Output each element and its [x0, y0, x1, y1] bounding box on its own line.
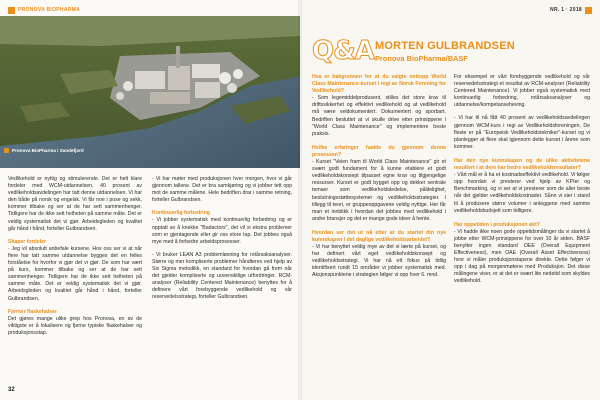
header-square-icon [8, 7, 15, 14]
answer-3: - Vi har benyttet veldig mye av det vi lærte på kurset, og har definert vårt eget vedlikeholdskonsept og vedlikeholdsstrategi. Vi har nå ett fokus på tidlig identifisert rundt 15 områder vi jobber systematisk med. Aksjonspunktene i strategien følger vi opp hver 6. mnd. [312, 244, 446, 279]
subheading-skaper-fordeler: Skaper fordeler [8, 238, 47, 245]
question-1: Hva er bakgrunnen for at du valgte nettopp World Class Maintenance-kurset i regi av Norsk Forening for Vedlikehold? [312, 74, 446, 95]
right-header [550, 5, 592, 15]
answer-4: - Vårt mål er å ha et kostnadseffektivt vedlikehold. Vi følger opp hvordan vi presterer ved hjelp av KPIer og Benchmarking, og vi ser at vi presterer som de aller beste når det gjelder vedlikeholdskostnader. Sånn vi sier i stand til å produsere større volumer i anleggene med samme vedlikeholdsbudsjett som tidligere. [454, 172, 590, 214]
caption-marker-icon [4, 148, 9, 153]
issue-number: NR. 1 · 2018 [550, 7, 582, 13]
photo-illustration [0, 16, 300, 168]
left-header [8, 5, 80, 15]
question-2: Hvilke erfaringer hadde du gjennom denne prosessen? [312, 144, 446, 158]
left-header-text: PRONOVA BIOPHARMA [18, 7, 81, 13]
question-3: Hvordan ser det ut nå etter at du startet din nye kunnskapen i det daglige vedlikeholdsarbeidet? [312, 229, 446, 243]
answer-3-continued: For eksempel er vårt forebyggende vedlikehold og vår reservedelsstrategi et resultat av RCM-analyser (Reliability Centered Maintenance). Vi jobber også systematisk med kontinuerlig forbedring, rotårsaksanalyser og utdannelse/kompetanseheving. [454, 74, 590, 109]
header-square-icon [585, 7, 592, 14]
subheading-flaskehalser: Fjerner flaskehalser [8, 308, 58, 315]
right-page [300, 0, 600, 400]
left-column-1 [8, 176, 142, 343]
paragraph-fordeler: - Jeg vil absolutt anbefale kursene. Hos oss ser vi at når flere har tatt samme utdannelse bygges det en felles forståelse for hvorfor vi gjør det vi gjør. De som har vært på kurs, kommer tilbake og ser at de har sett sammenhenger. Tidligere har de ikke sett helheten på samme måte. Det er veldig systematisk det vi gjør. Arbeidsgleden og kvalitet går hånd i hånd, forteller Gulbrandsen. [8, 245, 142, 302]
paragraph-morgenmoter: - Vi har møter med produksjonen hver morgen, hvor vi går gjennom tallene. Det er bra samkjøring og vi jobber tett opp mot de samme målene. Hele bedriften drar i samme retning, forteller Gulbrandsen. [152, 176, 292, 204]
answer-1: - Som legemiddelprodusent, stilles det store krav til driftssikkerhet og effektivt vedlikehold og at vedlikehold må være veldokumentert. Dokumentert og sporbart. Bedriften besluttet at vi skulle drive etter prinsippene i "World Class Maintenance" og implementere beste praksis. [312, 95, 446, 137]
right-column-2 [454, 74, 590, 293]
caption-text: Pronova BioPharma i Sandefjord [12, 148, 84, 153]
factory-aerial-photo [0, 16, 300, 168]
left-column-2 [152, 176, 292, 308]
qa-logo: Q&A [312, 36, 374, 66]
paragraph-badactors: - Vi jobber systematisk med kontinuerlig forbedring og er opptatt av å knekke "Badactors", det vil si ekstra problemer som er gjentagende eller gir oss store tap. Det jobbes også mye med å forbedre arbeidsprosesser. [152, 217, 292, 245]
subheading-kontinuerlig-forbedring: Kontinuerlig forbedring [152, 210, 210, 217]
page-number: 32 [8, 387, 15, 393]
question-5: Har oppetiden i produksjonen økt? [454, 221, 540, 228]
question-4: Har den nye kunnskapen og de ulike aktivitetene resultert i at dere har bedre vedlikeholdsresultater? [454, 157, 590, 172]
paragraph-flaskehalser: Det gjøres mange ulike grep hos Pronova, en av de viktigste er å lokalisere og fjerne typiske flaskehalser og produksjonsstap. [8, 315, 142, 336]
right-column-1 [312, 74, 446, 287]
interviewee-role: Pronova BioPharma/BASF [375, 54, 468, 63]
paragraph-lean: - Vi bruker LEAN A3 problemløsning for rotårsaksanalyser. Større og mer kompliserte problemer håndteres ved hjelp av Six Sigma metodikk, en standard for hvordan gå frem når det gjelder kompliserte og uoversiktlige utfordringer. RCM-analyser (Reliability Centered Maintenance) benyttes for å definere vårt forebyggende vedlikehold og vår reservedelsstrategi, forteller Gulbrandsen. [152, 251, 292, 301]
page-gutter [298, 0, 302, 400]
photo-caption [4, 148, 84, 153]
interviewee-name: MORTEN GULBRANDSEN [375, 40, 515, 52]
answer-2: - Kurset "Veien fram til World Class Maintenance" gir et svært godt fundament for å kunne etablere et godt vedlikeholdskonsept tilpasset egne krav og tilgjengelige ressurser. Kurset er godt bygget opp og dekker sentrale temaer som vedlikeholdsledelse, pålitelighet, beslutningsstøttesystemer og vedlikeholdsstrategier. I tillegg til teori, er gruppeoppgavene veldig nyttige. Her får man et innblikk i hvordan det jobbes med vedlikehold i andre bransjer og det er mange gode ideer å hente. [312, 159, 446, 222]
intro-paragraph: Vedlikehold er nyttig og stimulerende. Det er helt klare fordeler med WCM-utdannelsen, 40 prosent av vedlikeholdsavdelingen har tatt denne utdannelsen. Vi har den både på norsk og engelsk. Vi får noe i pose og sekk, kommer tilbake og ser at de har sett sammenhenger. Tidligere har de ikke sett helheten på samme måte. Det er veldig systematisk det vi gjør. Arbeidsgleden og kvalitet går hånd i hånd, forteller Gulbrandsen. [8, 176, 142, 232]
answer-5: - Vi hadde ikke noen gode oppetidsmålinger da vi startet å jobbe etter WCM-prinsippene for over 10 år siden. BASF benytter ingen standard OEE (Overall Equipment Effectiveness), men OAE (Overall Asset Effectiveness) hvor vi måler produksjonstapene direkte. Dette følger vi opp i dag på morgenmøtene med Produksjon. Det disse målingene viser, er at det er svært lite nedetid som skyldes vedlikehold. [454, 228, 590, 285]
answer-3-continued-2: - Vi har til nå fått 40 prosent av vedlikeholdsavdelingen gjennom WCM-kurs i regi av Vedlikeholdsforeningen. De fleste er på "Europeisk Vedlikeholdstekniker"-kurset og vi planlegger at flere skal igjennom dette kurset i årene som kommer. [454, 115, 590, 150]
